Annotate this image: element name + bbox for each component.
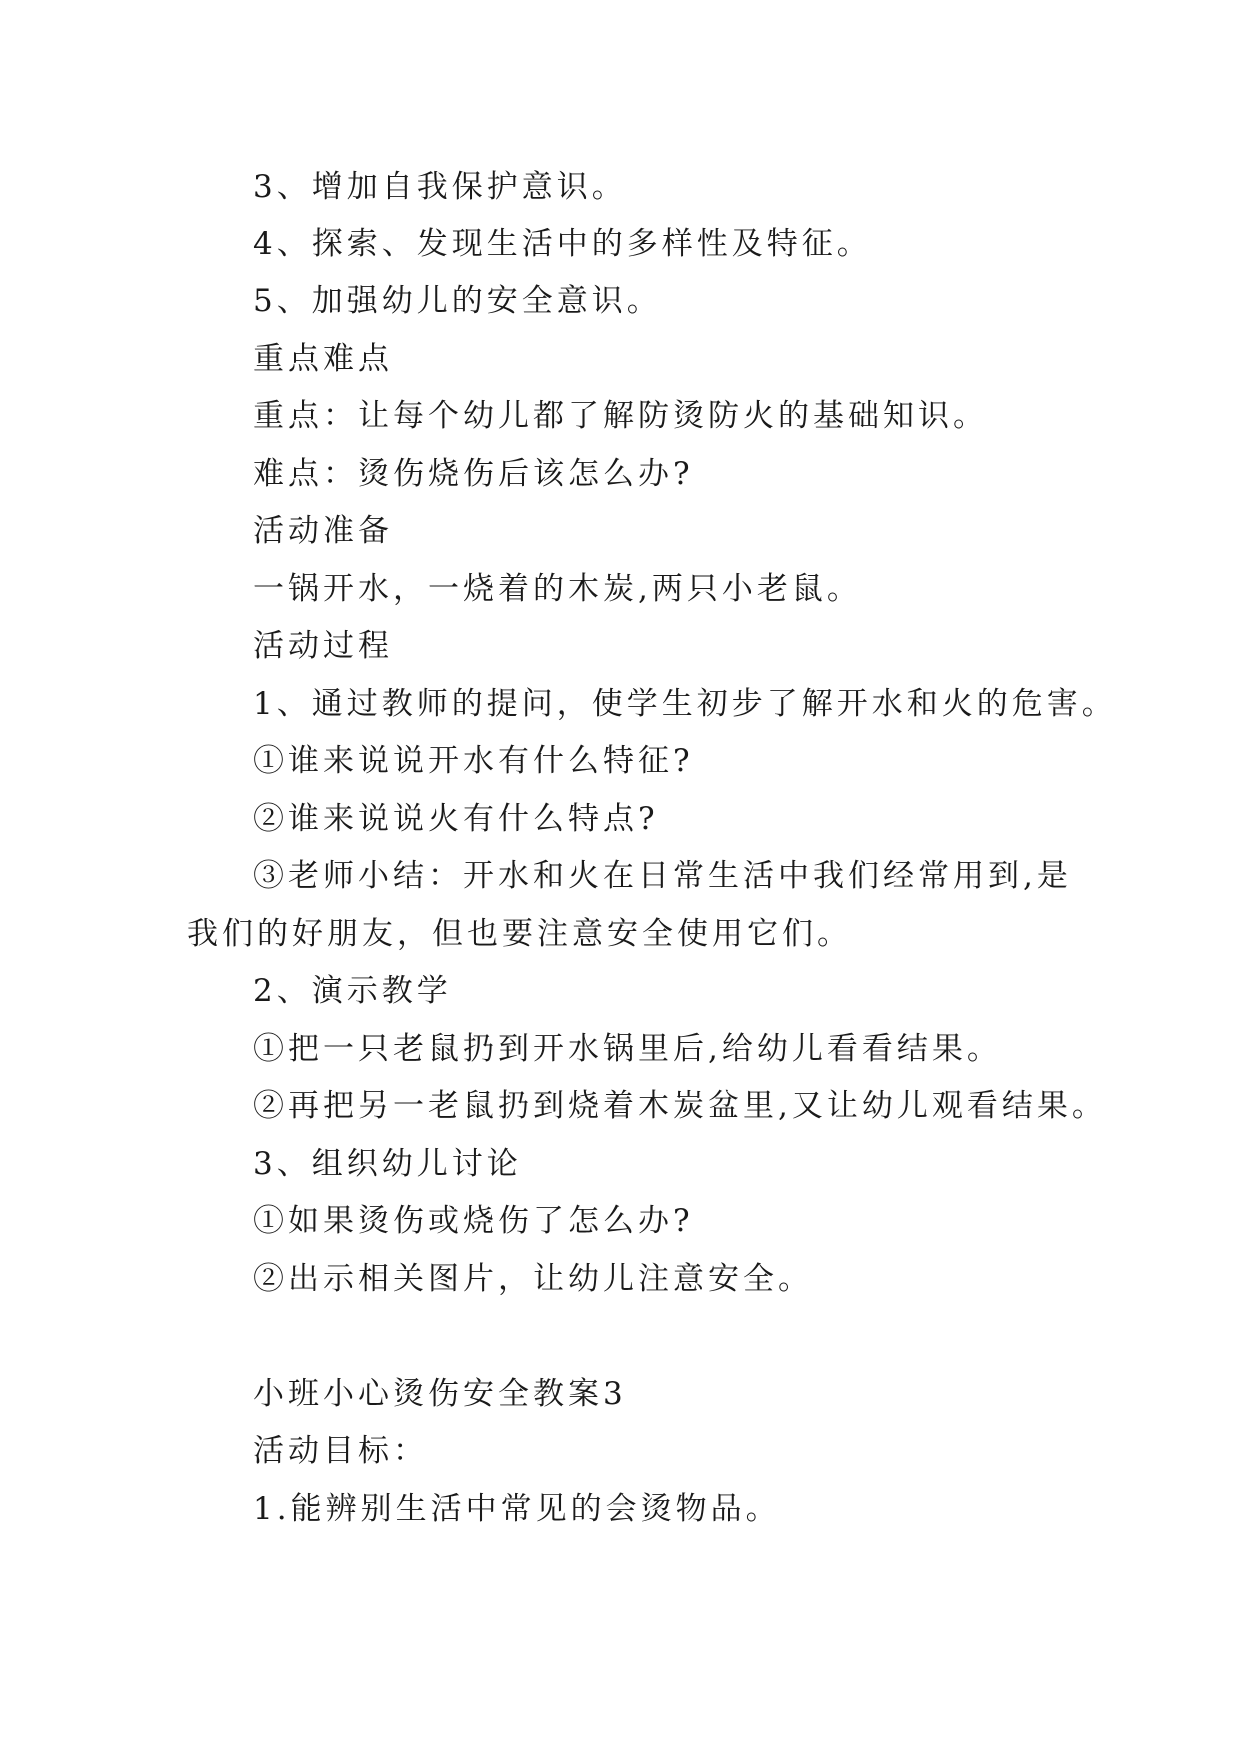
text-line: ①把一只老鼠扔到开水锅里后,给幼儿看看结果。 [253,1031,1002,1067]
text-line: ②出示相关图片，让幼儿注意安全。 [253,1261,813,1297]
text-line: ③老师小结：开水和火在日常生活中我们经常用到,是 [253,858,1072,894]
text-line: ②谁来说说火有什么特点? [253,801,659,837]
text-line: 5、加强幼儿的安全意识。 [253,283,662,319]
section-heading: 活动目标： [253,1433,428,1469]
section-heading: 活动过程 [253,628,393,664]
section-title: 小班小心烫伤安全教案3 [253,1376,627,1412]
text-line: 2、演示教学 [253,973,452,1009]
text-line: 1.能辨别生活中常见的会烫物品。 [253,1491,781,1527]
text-line: ①谁来说说开水有什么特征? [253,743,694,779]
section-heading: 活动准备 [253,513,393,549]
text-line: 3、组织幼儿讨论 [253,1146,522,1182]
section-heading: 重点难点 [253,341,393,377]
text-line: ①如果烫伤或烧伤了怎么办? [253,1203,694,1239]
text-line: 3、增加自我保护意识。 [253,169,627,205]
text-line: 重点：让每个幼儿都了解防烫防火的基础知识。 [253,398,988,434]
text-line: 难点：烫伤烧伤后该怎么办? [253,456,694,492]
text-line: 一锅开水，一烧着的木炭,两只小老鼠。 [253,571,862,607]
text-line: 4、探索、发现生活中的多样性及特征。 [253,226,872,262]
text-line: 我们的好朋友，但也要注意安全使用它们。 [187,916,852,952]
text-line: 1、通过教师的提问，使学生初步了解开水和火的危害。 [253,686,1117,722]
text-line: ②再把另一老鼠扔到烧着木炭盆里,又让幼儿观看结果。 [253,1088,1107,1124]
